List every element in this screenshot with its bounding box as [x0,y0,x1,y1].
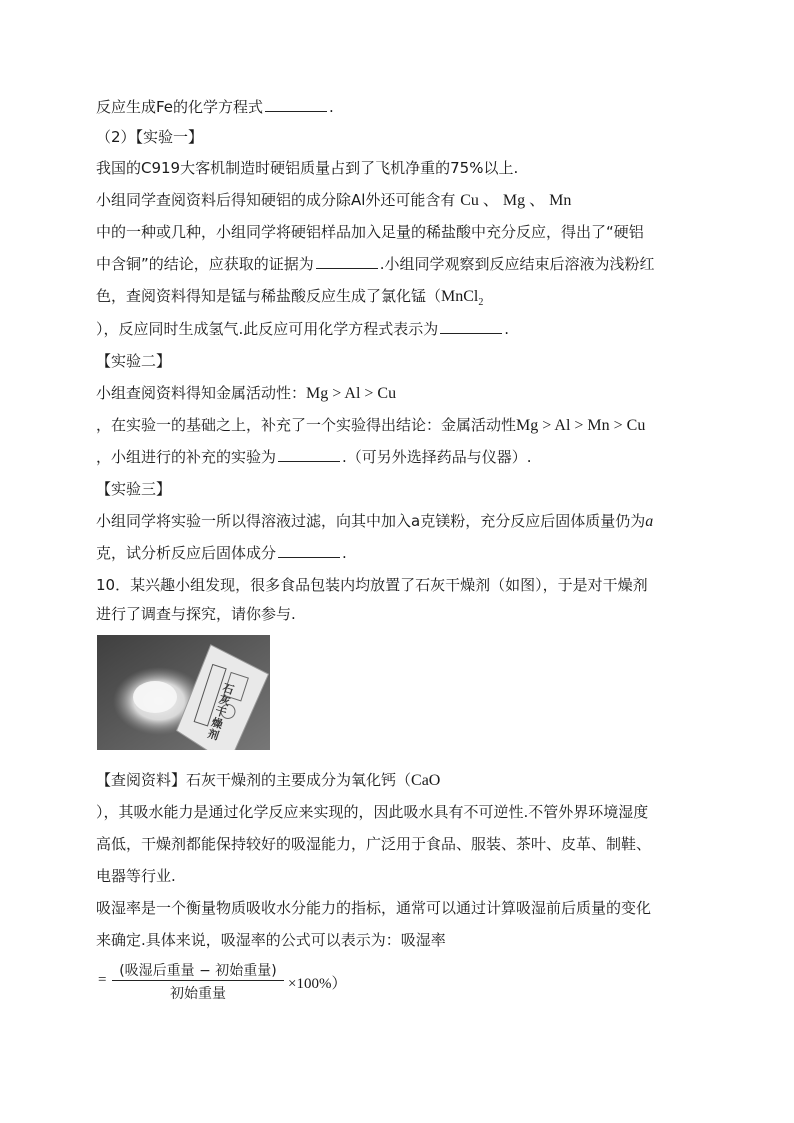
text-line: ，小组进行的补充的实验为 .（可另外选择药品与仪器）. [96,448,532,466]
formula-denominator: 初始重量 [170,986,226,1002]
text-line: 小组同学将实验一所以得溶液过滤，向其中加入a克镁粉，充分反应后固体质量仍为a [96,512,654,530]
text-line: 高低，干燥剂都能保持较好的吸湿能力，广泛用于食品、服装、茶叶、皮革、制鞋、 [96,835,652,853]
text-line: 中的一种或几种，小组同学将硬铝样品加入足量的稀盐酸中充分反应，得出了“硬铝 [96,223,644,241]
text-line: 进行了调查与探究，请你参与. [96,605,296,623]
text-line: ，在实验一的基础之上，补充了一个实验得出结论：金属活动性Mg > Al > Mn > Cu [96,416,646,434]
section-heading: 【实验二】 [96,352,172,370]
moisture-absorption-formula [98,960,398,1004]
answer-blank [265,97,327,112]
text-line: 电器等行业. [96,867,176,885]
text-line: 我国的C919大客机制造时硬铝质量占到了飞机净重的75%以上. [96,159,519,177]
question-stem: 10．某兴趣小组发现，很多食品包装内均放置了石灰干燥剂（如图），于是对干燥剂 [96,576,648,594]
text-line: 小组同学查阅资料后得知硬铝的成分除Al外还可能含有 Cu 、 Mg 、 Mn [96,191,572,209]
text-line: ），其吸水能力是通过化学反应来实现的，因此吸水具有不可逆性.不管外界环境湿度 [96,803,649,821]
answer-blank [278,447,340,462]
text-line: 吸湿率是一个衡量物质吸收水分能力的指标，通常可以通过计算吸湿前后质量的变化 [96,899,652,917]
text-line: 中含铜”的结论，应获取的证据为 .小组同学观察到反应结束后溶液为浅粉红 [96,255,655,273]
formula-tail: ×100%） [288,976,347,992]
text-line: 反应生成Fe的化学方程式 . [96,98,334,116]
text-line: 小组查阅资料得知金属活动性：Mg > Al > Cu [96,384,397,402]
desiccant-photo-graphic [97,635,270,750]
text-line: ），反应同时生成氢气.此反应可用化学方程式表示为 . [96,320,510,338]
packet-label: 石灰干燥剂 [206,681,236,743]
text-line: 【查阅资料】石灰干燥剂的主要成分为氧化钙（CaO [96,771,441,789]
formula-mncl2: MnCl$_2$ [441,288,484,308]
answer-blank [278,543,340,558]
part-heading: （2）【实验一】 [96,128,204,146]
text-line: 来确定.具体来说，吸湿率的公式可以表示为：吸湿率 [96,931,446,949]
answer-blank [440,319,502,334]
fraction-bar [112,980,284,981]
formula-numerator: (吸湿后重量 − 初始重量) [119,963,277,979]
answer-blank [316,254,378,269]
desiccant-photo [97,635,270,750]
formula-equals: = [98,972,107,988]
text-line: 色，查阅资料得知是锰与稀盐酸反应生成了氯化锰（MnCl$_2$ [96,287,484,308]
section-heading: 【实验三】 [96,480,172,498]
text-line: 克，试分析反应后固体成分 . [96,544,347,562]
